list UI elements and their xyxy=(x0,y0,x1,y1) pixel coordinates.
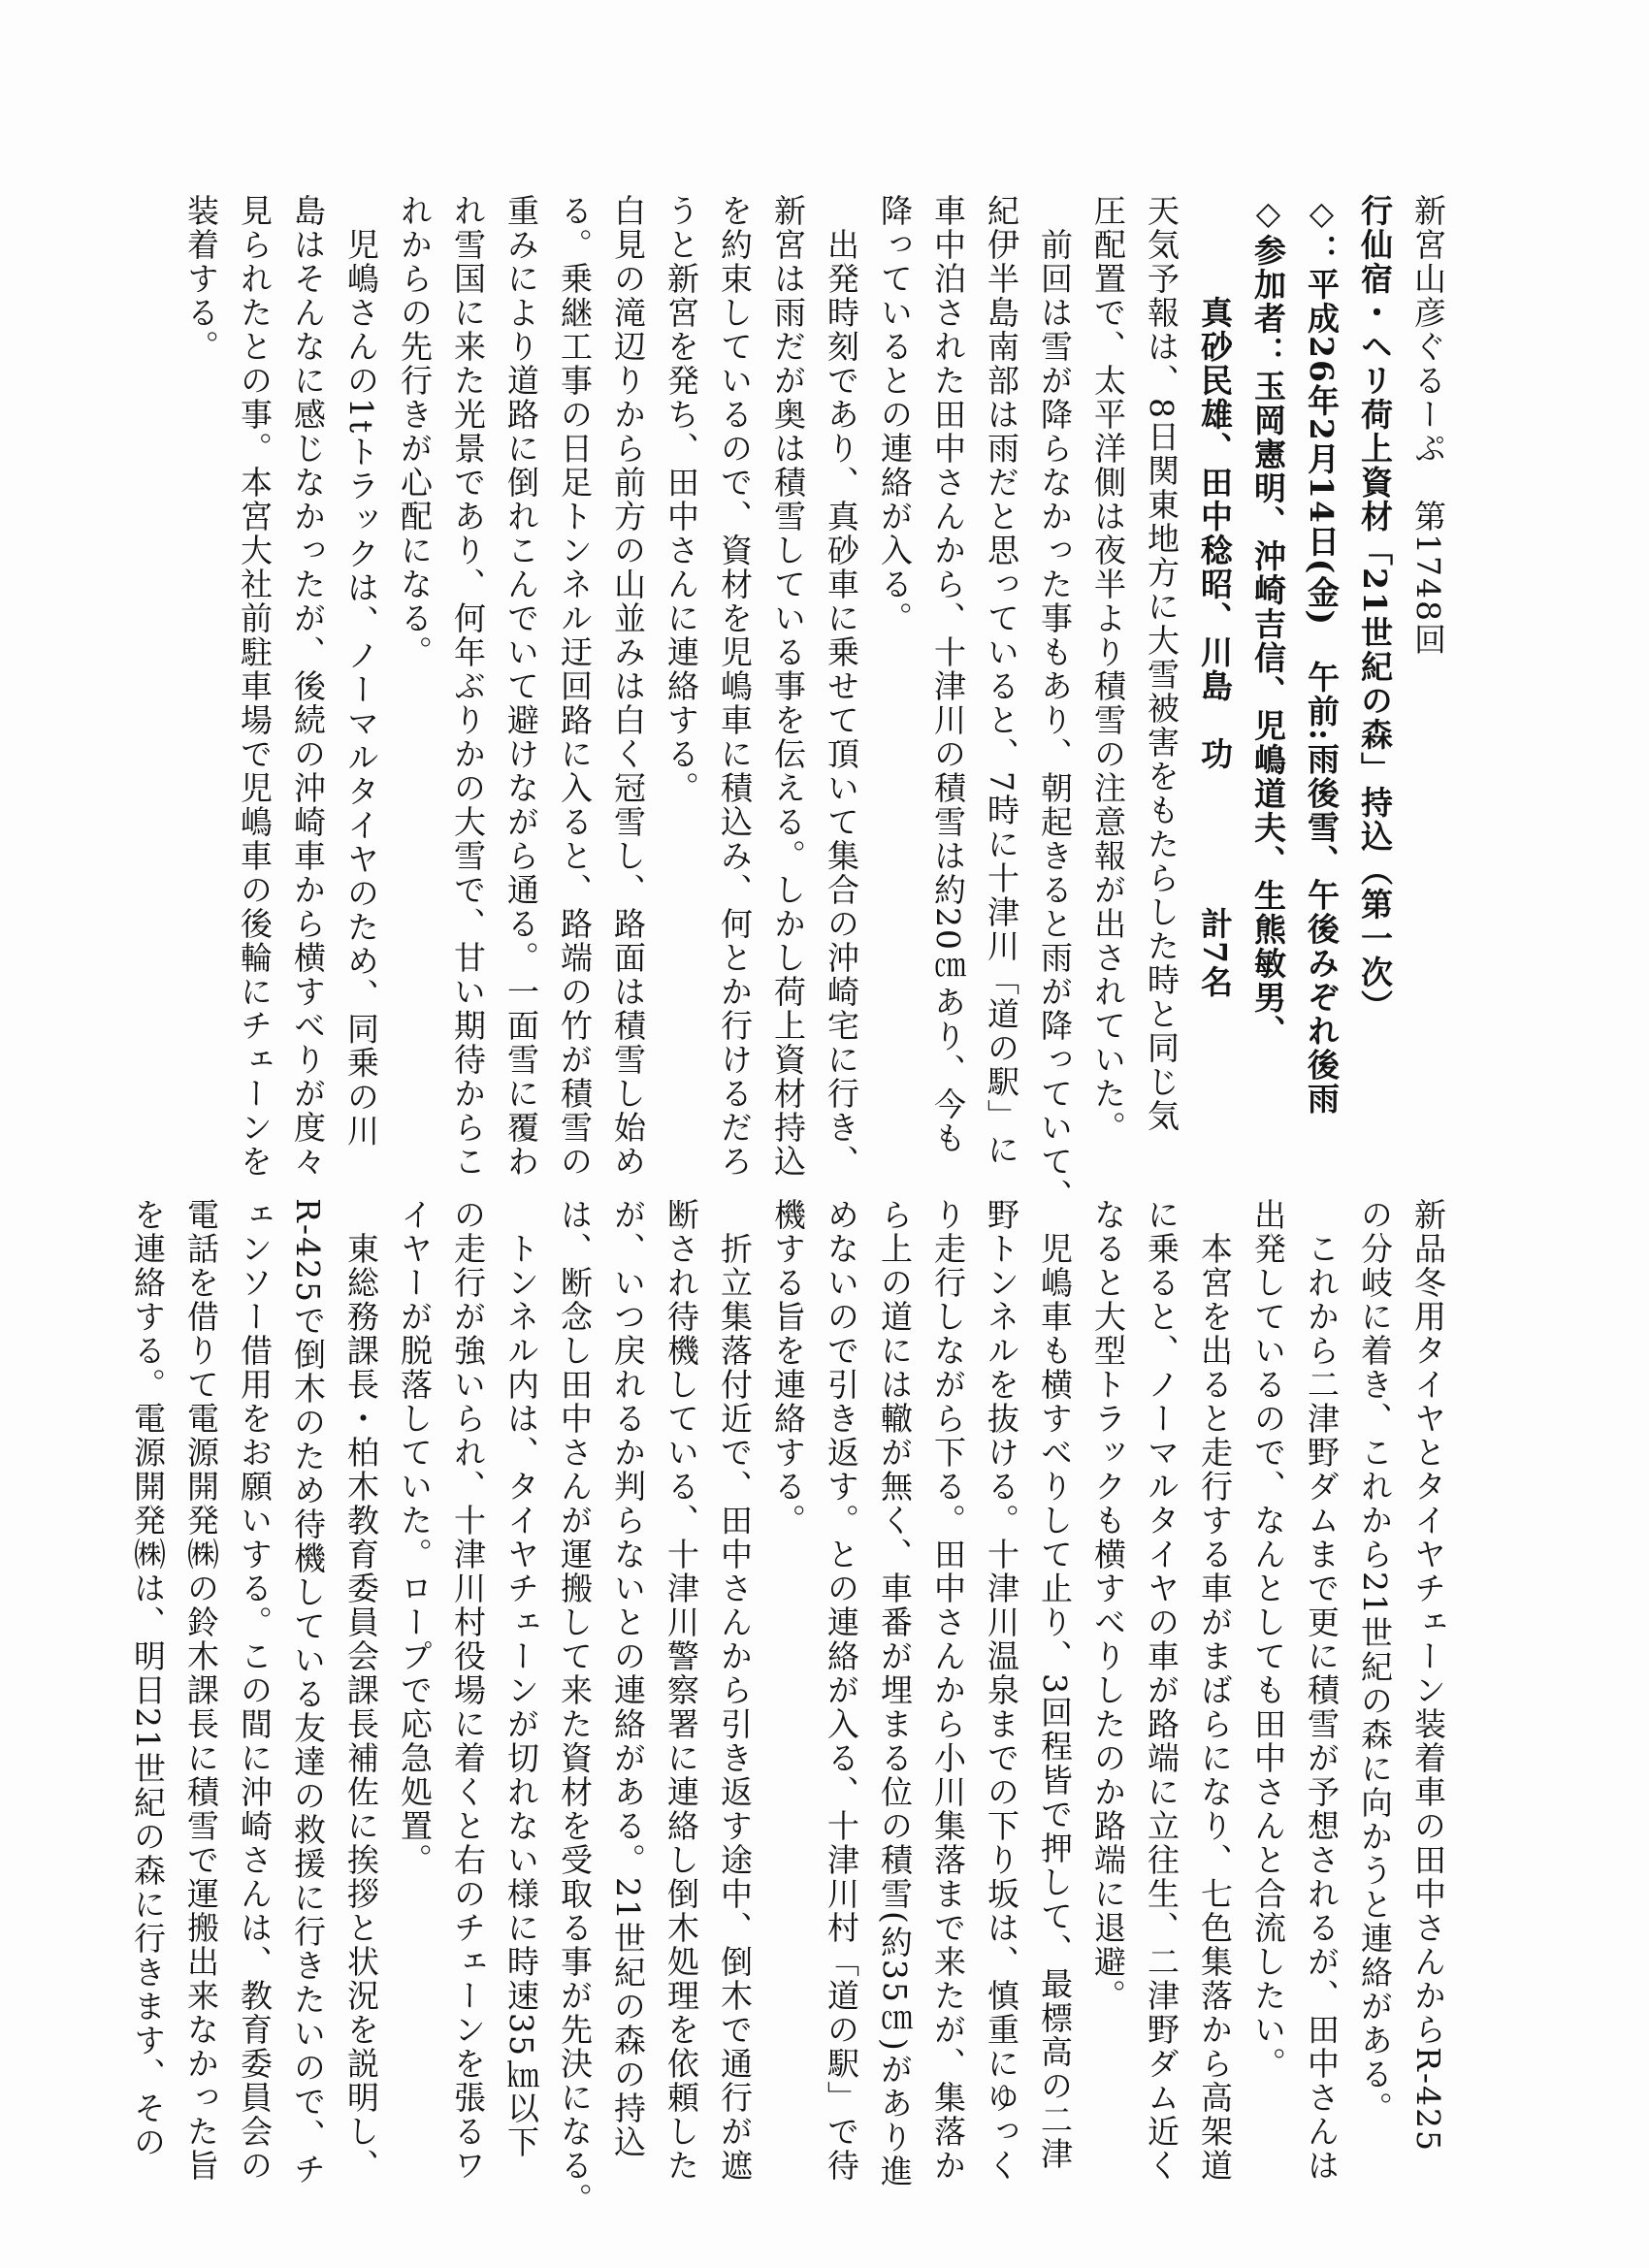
body-line: れからの先行きが心配になる。 xyxy=(396,194,434,669)
body-line: る。乗継工事の日足トンネル迂回路に入ると、路端の竹が積雪の xyxy=(556,194,594,1179)
body-line: の走行が強いられ、十津川村役場に着くと右のチェーンを張るワ xyxy=(449,1198,487,2183)
body-line: は、断念し田中さんが運搬して来た資材を受取る事が先決になる。 xyxy=(556,1198,594,2217)
body-line: 折立集落付近で、田中さんから引き返す途中、倒木で通行が遮 xyxy=(716,1198,754,2183)
body-line: 装着する。 xyxy=(182,194,220,364)
body-line: 児嶋車も横すべりして止り、3回程皆で押して、最標高の二津 xyxy=(1036,1198,1074,2171)
body-line: 新品冬用タイヤとタイヤチェーン装着車の田中さんからR-425 xyxy=(1409,1198,1447,2153)
body-line: 車中泊された田中さんから、十津川の積雪は約20㎝あり、今も xyxy=(929,194,967,1155)
body-line: トンネル内は、タイヤチェーンが切れない様に時速35㎞以下 xyxy=(502,1198,540,2159)
body-line: を連絡する。電源開発㈱は、明日21世紀の森に行きます、その xyxy=(129,1198,167,2159)
body-line: 機する旨を連絡する。 xyxy=(769,1198,807,1538)
body-line: 新宮は雨だが奥は積雪している事を伝える。しかし荷上資材持込 xyxy=(769,194,807,1179)
body-line: に乗ると、ノーマルタイヤの車が路端に立往生、二津野ダム近く xyxy=(1143,1198,1180,2183)
body-line: 重みにより道路に倒れこんでいて避けながら通る。一面雪に覆わ xyxy=(502,194,540,1179)
body-line: これから二津野ダムまで更に積雪が予想されるが、田中さんは xyxy=(1303,1198,1341,2183)
body-line: ェンソー借用をお願いする。この間に沖崎さんは、教育委員会の xyxy=(236,1198,274,2183)
body-line: り走行しながら下る。田中さんから小川集落まで来たが、集落か xyxy=(929,1198,967,2183)
body-line: が、いつ戻れるか判らないとの連絡がある。21世紀の森の持込 xyxy=(609,1198,647,2159)
body-line: 前回は雪が降らなかった事もあり、朝起きると雨が降っていて、 xyxy=(1036,194,1074,1213)
body-line: 島はそんなに感じなかったが、後続の沖崎車から横すべりが度々 xyxy=(289,194,327,1179)
body-line: 見られたとの事。本宮大社前駐車場で児嶋車の後輪にチェーンを xyxy=(236,194,274,1179)
body-line: れ雪国に来た光景であり、何年ぶりかの大雪で、甘い期待からこ xyxy=(449,194,487,1179)
body-line: ら上の道には轍が無く、車番が埋まる位の積雪(約35㎝)があり進 xyxy=(876,1198,914,2188)
participants-line-2: 真砂民雄、田中稔昭、川島 功 計7名 xyxy=(1196,194,1234,999)
group-line: 新宮山彦ぐるーぷ 第1748回 xyxy=(1409,194,1447,657)
body-line: 白見の滝辺りから前方の山並みは白く冠雪し、路面は積雪し始め xyxy=(609,194,647,1179)
body-line: なると大型トラックも横すべりしたのか路端に退避。 xyxy=(1089,1198,1127,2013)
body-line: 降っているとの連絡が入る。 xyxy=(876,194,914,635)
participants-line: ◇参加者：玉岡憲明、沖崎吉信、児嶋道夫、生熊敏男、 xyxy=(1249,194,1287,1049)
body-line: 紀伊半島南部は雨だと思っていると、7時に十津川「道の駅」に xyxy=(983,194,1020,1167)
body-line: 電話を借りて電源開発㈱の鈴木課長に積雪で運搬出来なかった旨 xyxy=(182,1198,220,2183)
date-weather-line: ◇：平成26年2月14日(金) 午前:雨後雪、午後みぞれ後雨 xyxy=(1303,194,1341,1117)
body-line: の分岐に着き、これから21世紀の森に向かうと連絡がある。 xyxy=(1356,1198,1394,2125)
body-line: 圧配置で、太平洋側は夜半より積雪の注意報が出されていた。 xyxy=(1089,194,1127,1145)
body-line: 出発時刻であり、真砂車に乗せて頂いて集合の沖崎宅に行き、 xyxy=(823,194,860,1179)
body-line: 東総務課長・柏木教育委員会課長補佐に挨拶と状況を説明し、 xyxy=(342,1198,380,2183)
body-line: R-425で倒木のため待機している友達の救援に行きたいので、チ xyxy=(289,1198,327,2187)
body-line: 出発しているので、なんとしても田中さんと合流したい。 xyxy=(1249,1198,1287,2081)
top-text-block xyxy=(182,194,1455,1213)
body-line: 天気予報は、8日関東地方に大雪被害をもたらした時と同じ気 xyxy=(1143,194,1180,1133)
body-line: 本宮を出ると走行する車がまばらになり、七色集落から高架道 xyxy=(1196,1198,1234,2183)
body-line: を約束しているので、資材を児嶋車に積込み、何とか行けるだろ xyxy=(716,194,754,1179)
activity-title: 行仙宿・ヘリ荷上資材「21世紀の森」持込（第一次） xyxy=(1356,194,1394,1023)
body-line: めないので引き返す。との連絡が入る、十津川村「道の駅」で待 xyxy=(823,1198,860,2183)
body-line: 児嶋さんの1tトラックは、ノーマルタイヤのため、同乗の川 xyxy=(342,194,380,1149)
bottom-text-block xyxy=(129,1198,1455,2217)
body-line: イヤーが脱落していた。ロープで応急処置。 xyxy=(396,1198,434,1877)
body-line: 野トンネルを抜ける。十津川温泉までの下り坂は、慎重にゆっく xyxy=(983,1198,1020,2183)
body-line: うと新宮を発ち、田中さんに連絡する。 xyxy=(663,194,700,805)
body-line: 断され待機している、十津川警察署に連絡し倒木処理を依頼した xyxy=(663,1198,700,2183)
